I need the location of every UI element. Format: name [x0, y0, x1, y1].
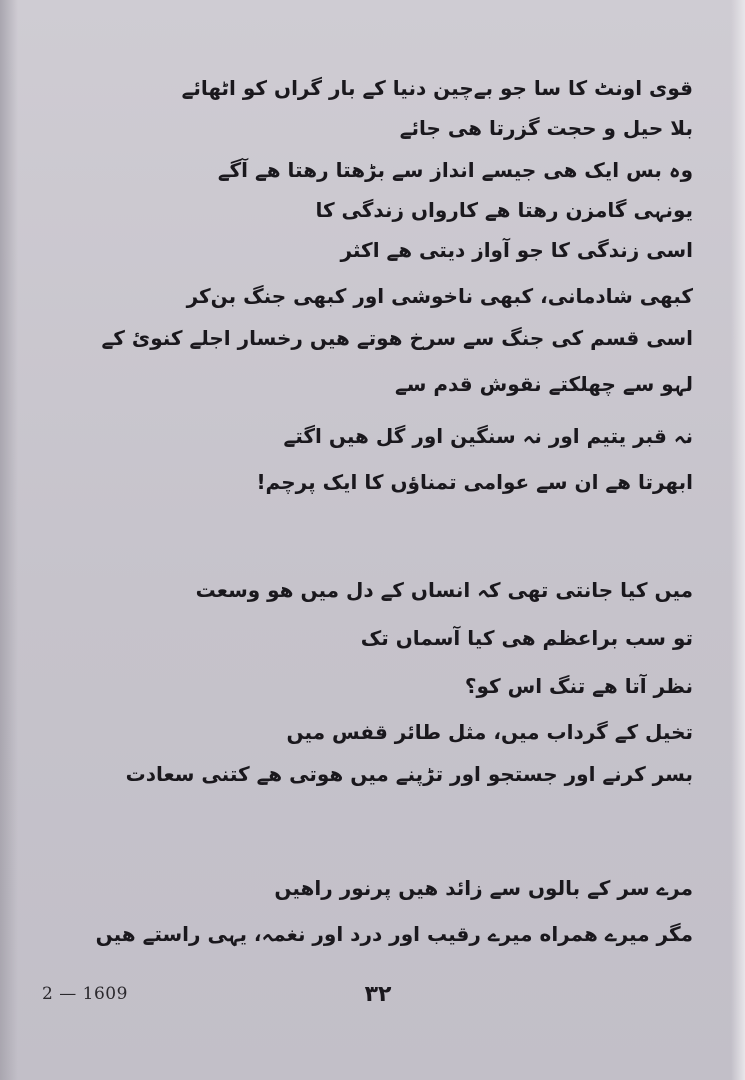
- poem-line: میں کیا جانتی تھی کہ انساں کے دل میں هو وسعت: [195, 578, 693, 602]
- printer-signature: 2 — 1609: [42, 984, 128, 1004]
- poem-line: تخیل کے گرداب میں، مثل طائر قفس میں: [286, 720, 693, 744]
- poem-line: قوی اونٹ کا سا جو بے‌چین دنیا کے بار گراں کو اٹھائے: [181, 76, 693, 100]
- poem-line: بسر کرنے اور جستجو اور تڑپنے میں هوتی هے کتنی سعادت: [125, 762, 693, 786]
- poem-line: اسی قسم کی جنگ سے سرخ هوتے هیں رخسار اجلے کنوئ کے: [101, 326, 693, 350]
- poem-line: لہو سے چھلکتے نقوش قدم سے: [395, 372, 693, 396]
- poem-line: نظر آتا هے تنگ اس کو؟: [464, 674, 693, 698]
- poem-line: مرے سر کے بالوں سے زائد هیں پرنور راهیں: [274, 876, 693, 900]
- page-gutter-shadow: [0, 0, 18, 1080]
- poem-line: اسی زندگی کا جو آواز دیتی هے اکثر: [340, 238, 693, 262]
- page-number: ۳۲: [364, 982, 392, 1007]
- poem-line: تو سب براعظم هی کیا آسماں تک: [360, 626, 693, 650]
- poem-line: کبھی شادمانی، کبھی ناخوشی اور کبھی جنگ بن‌کر: [186, 284, 693, 308]
- poem-line: ابھرتا هے ان سے عوامی تمناؤں کا ایک پرچم!: [256, 470, 693, 494]
- page-edge-highlight: [731, 0, 745, 1080]
- poem-line: نہ قبر یتیم اور نہ سنگین اور گل هیں اگتے: [283, 424, 693, 448]
- poem-line: مگر میرے همراه میرے رقیب اور درد اور نغمہ، یہی راستے هیں: [95, 922, 693, 946]
- poem-line: وہ بس ایک هی جیسے انداز سے بڑھتا رهتا هے آگے: [217, 158, 693, 182]
- poem-line: یونہی گامزن رهتا هے کارواں زندگی کا: [315, 198, 693, 222]
- poem-line: بلا حیل و حجت گزرتا هی جائے: [399, 116, 693, 140]
